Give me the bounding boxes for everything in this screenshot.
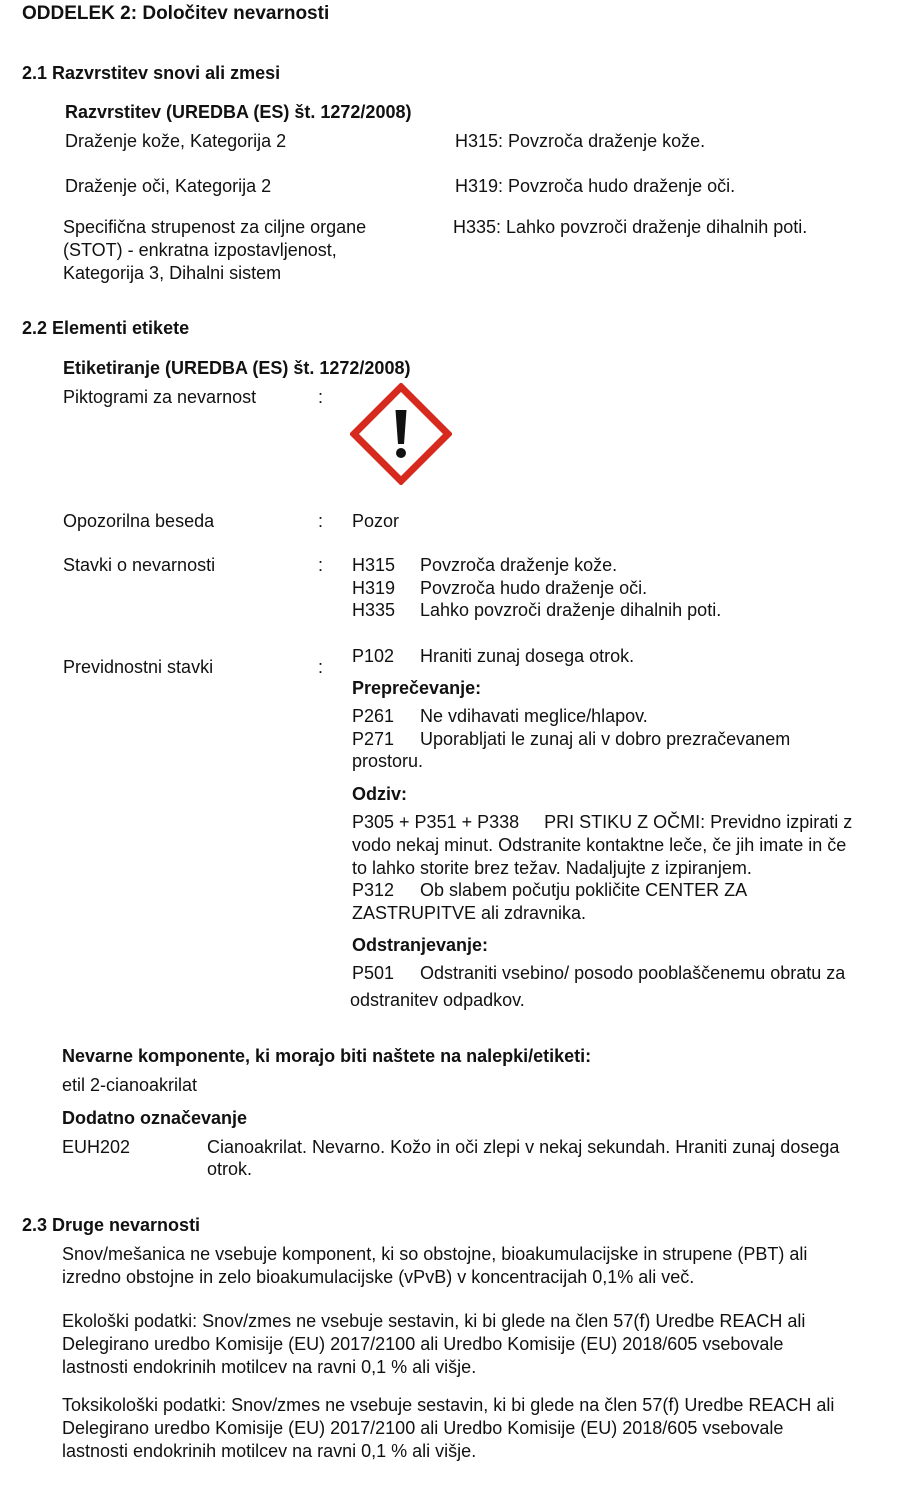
section-title: ODDELEK 2: Določitev nevarnosti xyxy=(22,3,330,24)
section-2-3-title: 2.3 Druge nevarnosti xyxy=(22,1215,201,1235)
euh202-line1: Cianoakrilat. Nevarno. Kožo in oči zlepi v nekaj sekundah. Hraniti zunaj dosega xyxy=(207,1137,840,1157)
exclamation-dot xyxy=(396,448,406,458)
hazard-code-h315: H315 xyxy=(352,555,396,575)
p312-text: Ob slabem počutju pokličite CENTER ZA xyxy=(420,880,748,900)
p305-line1: P305 + P351 + P338 PRI STIKU Z OČMI: Previdno izpirati z xyxy=(352,812,853,832)
p261-text: Ne vdihavati meglice/hlapov. xyxy=(420,706,648,726)
section-2-2-title: 2.2 Elementi etikete xyxy=(22,318,190,338)
classification-skin-statement: H315: Povzroča draženje kože. xyxy=(455,131,706,151)
hazard-code-h335: H335 xyxy=(352,600,396,620)
tox-line3: lastnosti endokrinih motilcev na ravni 0,1 % ali višje. xyxy=(62,1441,477,1461)
hazard-statements-label: Stavki o nevarnosti xyxy=(63,555,216,575)
p271-text: Uporabljati le zunaj ali v dobro prezračevanem xyxy=(420,729,791,749)
euh202-code: EUH202 xyxy=(62,1137,131,1157)
hazard-statements-colon: : xyxy=(318,555,324,575)
classification-skin: Draženje kože, Kategorija 2 xyxy=(65,131,287,151)
euh202-line2: otrok. xyxy=(207,1159,253,1179)
p271-code: P271 xyxy=(352,729,395,749)
tox-line1: Toksikološki podatki: Snov/zmes ne vsebuje sestavin, ki bi glede na člen 57(f) Uredbe REACH ali xyxy=(62,1395,835,1415)
hazard-code-h319: H319 xyxy=(352,578,396,598)
classification-stot-line1: Specifična strupenost za ciljne organe xyxy=(63,217,367,237)
hazard-text-h319: Povzroča hudo draženje oči. xyxy=(420,578,648,598)
hazard-text-h315: Povzroča draženje kože. xyxy=(420,555,618,575)
classification-subtitle: Razvrstitev (UREDBA (ES) št. 1272/2008) xyxy=(65,102,412,122)
exclamation-mark-icon xyxy=(350,383,452,485)
signal-word-label: Opozorilna beseda xyxy=(63,511,215,531)
classification-stot-line3: Kategorija 3, Dihalni sistem xyxy=(63,263,282,283)
pbt-line2: izredno obstojne in zelo bioakumulacijske (vPvB) v koncentracijah 0,1% ali več. xyxy=(62,1267,695,1287)
pbt-line1: Snov/mešanica ne vsebuje komponent, ki so obstojne, bioakumulacijske in strupene (PBT) ali xyxy=(62,1244,808,1264)
classification-eye-statement: H319: Povzroča hudo draženje oči. xyxy=(455,176,736,196)
response-title: Odziv: xyxy=(352,784,408,804)
additional-labelling-title: Dodatno označevanje xyxy=(62,1108,248,1128)
prevention-title: Preprečevanje: xyxy=(352,678,482,698)
signal-word-colon: : xyxy=(318,511,324,531)
p501-cont: odstranitev odpadkov. xyxy=(350,990,525,1010)
precautionary-label: Previdnostni stavki xyxy=(63,657,214,677)
pictogram-label: Piktogrami za nevarnost xyxy=(63,387,257,407)
eco-line3: lastnosti endokrinih motilcev na ravni 0,1 % ali višje. xyxy=(62,1357,477,1377)
p102-code: P102 xyxy=(352,646,395,666)
p312-cont: ZASTRUPITVE ali zdravnika. xyxy=(352,903,587,923)
labelling-subtitle: Etiketiranje (UREDBA (ES) št. 1272/2008) xyxy=(63,358,411,378)
classification-stot-line2: (STOT) - enkratna izpostavljenost, xyxy=(63,240,337,260)
eco-line2: Delegirano uredbo Komisije (EU) 2017/2100 ali Uredbo Komisije (EU) 2018/605 vsebovale xyxy=(62,1334,784,1354)
p261-code: P261 xyxy=(352,706,395,726)
p501-code: P501 xyxy=(352,963,395,983)
p102-text: Hraniti zunaj dosega otrok. xyxy=(420,646,635,666)
classification-stot-statement: H335: Lahko povzroči draženje dihalnih poti. xyxy=(453,217,808,237)
disposal-title: Odstranjevanje: xyxy=(352,935,489,955)
p312-code: P312 xyxy=(352,880,395,900)
hazard-text-h335: Lahko povzroči draženje dihalnih poti. xyxy=(420,600,722,620)
section-2-1-title: 2.1 Razvrstitev snovi ali zmesi xyxy=(22,63,281,83)
p271-cont: prostoru. xyxy=(352,751,424,771)
signal-word: Pozor xyxy=(352,511,400,531)
components-title: Nevarne komponente, ki morajo biti naštete na nalepki/etiketi: xyxy=(62,1046,592,1066)
classification-eye: Draženje oči, Kategorija 2 xyxy=(65,176,272,196)
p305-line3: to lahko storite brez težav. Nadaljujte z izpiranjem. xyxy=(352,858,752,878)
eco-line1: Ekološki podatki: Snov/zmes ne vsebuje sestavin, ki bi glede na člen 57(f) Uredbe REACH ali xyxy=(62,1311,806,1331)
p501-text: Odstraniti vsebino/ posodo pooblaščenemu obratu za xyxy=(420,963,846,983)
component-name: etil 2-cianoakrilat xyxy=(62,1075,198,1095)
p305-line2: vodo nekaj minut. Odstranite kontaktne leče, če jih imate in če xyxy=(352,835,847,855)
tox-line2: Delegirano uredbo Komisije (EU) 2017/2100 ali Uredbo Komisije (EU) 2018/605 vsebovale xyxy=(62,1418,784,1438)
precautionary-colon: : xyxy=(318,657,324,677)
pictogram-colon: : xyxy=(318,387,324,407)
